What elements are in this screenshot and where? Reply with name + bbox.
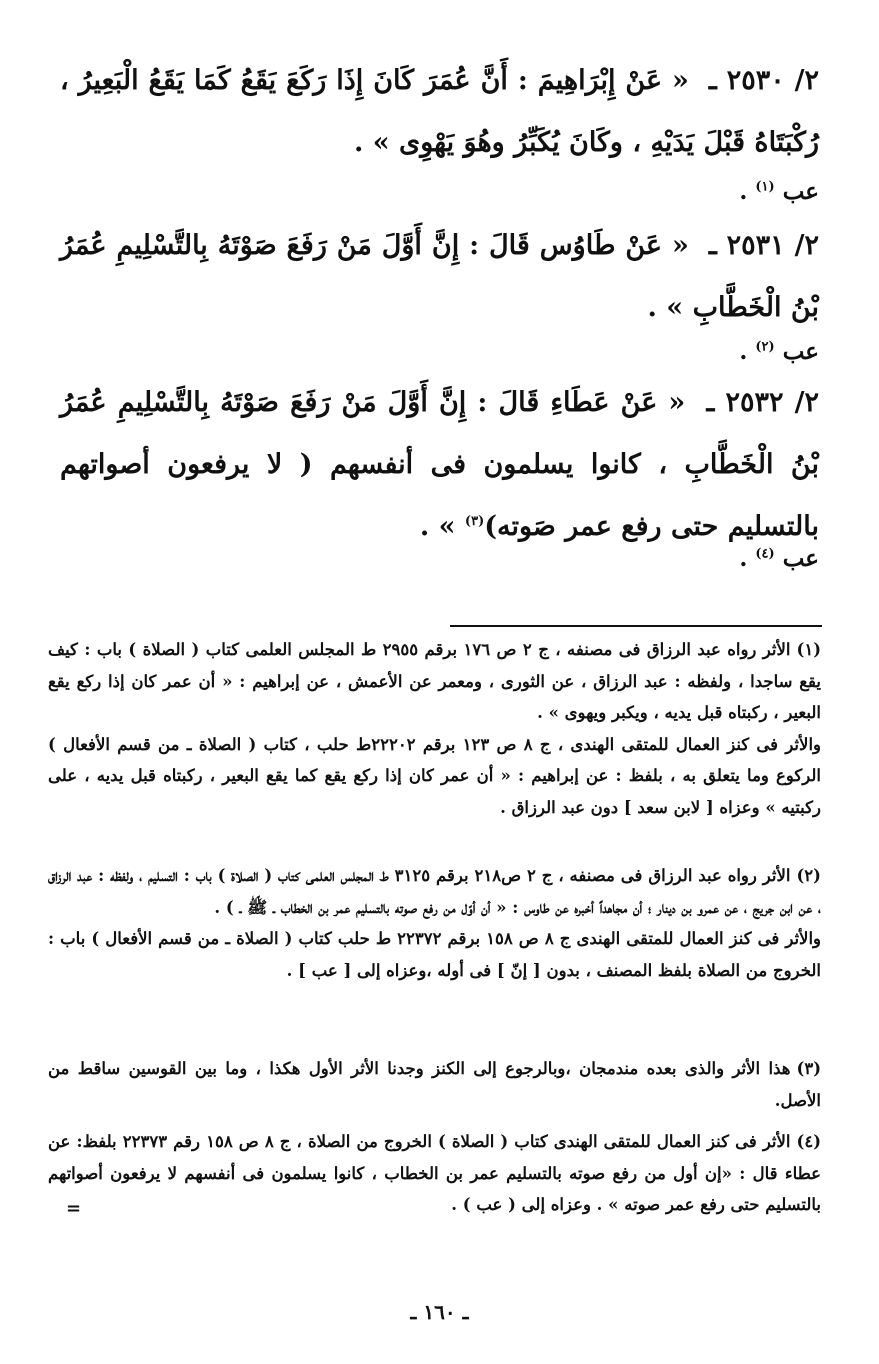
hadith-entry-2530 [60,50,819,174]
footnote-text: الأثر رواه عبد الرزاق فى مصنفه ، ج ٢ ص ١٧٦ برقم ٢٩٥٥ ط المجلس العلمى كتاب ( الصلاة ) باب : كيف يقع ساجدا ، ولفظه : عبد الرزاق ، عن الثورى ، ومعمر عن الأعمش ، عن إبراهيم : « أن عمر كان إذا ركع يقع البعير ، ركبتاه قبل يديه ، ويكبر ويهوى » . [48,640,821,722]
entry-number: ٢/ ٢٥٣١ ـ [708,230,820,261]
entry-text: « عَنْ طَاوُس قَالَ : إِنَّ أَوَّلَ مَنْ رَفَعَ صَوْتَهُ بِالتَّسْلِيمِ عُمَرُ بْنُ الْخَطَّابِ » . [60,230,819,323]
source-abbrev: عب [782,338,819,365]
footnote-text: الأثر فى كنز العمال للمتقى الهندى كتاب ( الصلاة ) الخروج من الصلاة ، ج ٨ ص ١٥٨ رقم ٢٢٣٧٣ بلفظ: عن عطاء قال : «إن أول من رفع صوته بالتسليم عمر بن الخطاب ، كانوا يسلمون فى أنفسهم لا يرفعون أصواتهم بالتسليم حتى رفع عمر صوته » . وعزاه إلى ( عب ) . [48,1132,821,1214]
entry-source-2532: عب $^{(٤)}$ . [739,545,819,572]
hadith-entry-2531 [60,215,819,339]
footnote-ref: (٤) [755,546,775,562]
source-abbrev: عب [782,178,819,205]
page-number: ـ ١٦٠ ـ [410,1300,469,1324]
entry-number: ٢/ ٢٥٣٠ ـ [708,65,820,96]
footnote-ref: (٢) [755,339,775,355]
footnote-3 [48,1053,821,1116]
footnote-text: والأثر فى كنز العمال للمتقى الهندى ، ج ٨ ص ١٢٣ برقم ٢٢٢٠٢ط حلب ، كتاب ( الصلاة ـ من قسم الأفعال ) الركوع وما يتعلق به ، بلفظ : عن إبراهيم : « أن عمر كان إذا ركع يقع كما يقع البعير ، ركبتاه قبل يديه ، على ركبتيه » وعزاه [ لابن سعد ] دون عبد الرزاق . [48,734,821,817]
entry-text: « عَنْ إِبْرَاهِيمَ : أَنَّ عُمَرَ كَانَ إِذَا رَكَعَ يَقَعُ كَمَا يَقَعُ الْبَعِيرُ ، رُكْبَتَاهُ قَبْلَ يَدَيْهِ ، وكَانَ يُكَبِّرُ وهُوَ يَهْوِى » . [60,65,819,158]
footnote-ref: (٣) [464,514,485,529]
footnote-label: (٣) [796,1059,821,1078]
entry-text-end: » . [419,511,465,542]
source-abbrev: عب [782,545,819,572]
entry-source-2531: عب $^{(٢)}$ . [739,338,819,365]
entry-number: ٢/ ٢٥٣٢ ـ [706,387,819,418]
entry-source-2530: عب $^{(١)}$ . [739,178,819,205]
footnote-text: الأثر رواه عبد الرزاق فى مصنفه ، ج ٢ ص٢١٨ برقم ٣١٢٥ ط المجلس العلمى كتاب ( الصلاة ) باب : التسليم ، ولفظه : عبد الرزاق ، عن ابن جريج ، عن عمرو بن دينار ؛ أن مجاهداً أخبره عن طاوس : « أن أوّل من رفع صوته بالتسليم عمر بن الخطاب ـ ﷺ ـ ) . [48,866,821,917]
footnote-text: والأثر فى كنز العمال للمتقى الهندى ج ٨ ص ١٥٨ برقم ٢٢٣٧٢ ط حلب كتاب ( الصلاة ـ من قسم الأفعال ) باب : الخروج من الصلاة بلفظ المصنف ، بدون [ إنّ ] فى أوله ،وعزاه إلى [ عب ] . [48,929,821,980]
footnote-2 [48,860,821,986]
footnote-4 [48,1126,821,1221]
entry-text: « عَنْ عَطَاءِ قَالَ : إِنَّ أَوَّلَ مَنْ رَفَعَ صَوْتَهُ بِالتَّسْلِيمِ عُمَرُ بْنُ الْخَطَّابِ ، كانوا يسلمون فى أنفسهم ( لا يرفعون أصواتهم بالتسليم حتى رفع عمر صَوته) [60,387,819,542]
hadith-entry-2532 [60,372,819,558]
continuation-mark: = [66,1198,82,1219]
footnote-1 [48,634,821,823]
footnote-label: (١) [796,640,822,659]
footnote-label: (٤) [796,1132,822,1151]
footnote-text: هذا الأثر والذى بعده مندمجان ،وبالرجوع إلى الكنز وجدنا الأثر الأول هكذا ، وما بين القوسين ساقط من الأصل. [48,1059,821,1110]
footnote-label: (٢) [796,866,821,885]
footnote-separator [450,625,822,627]
footnote-ref: (١) [755,179,775,195]
